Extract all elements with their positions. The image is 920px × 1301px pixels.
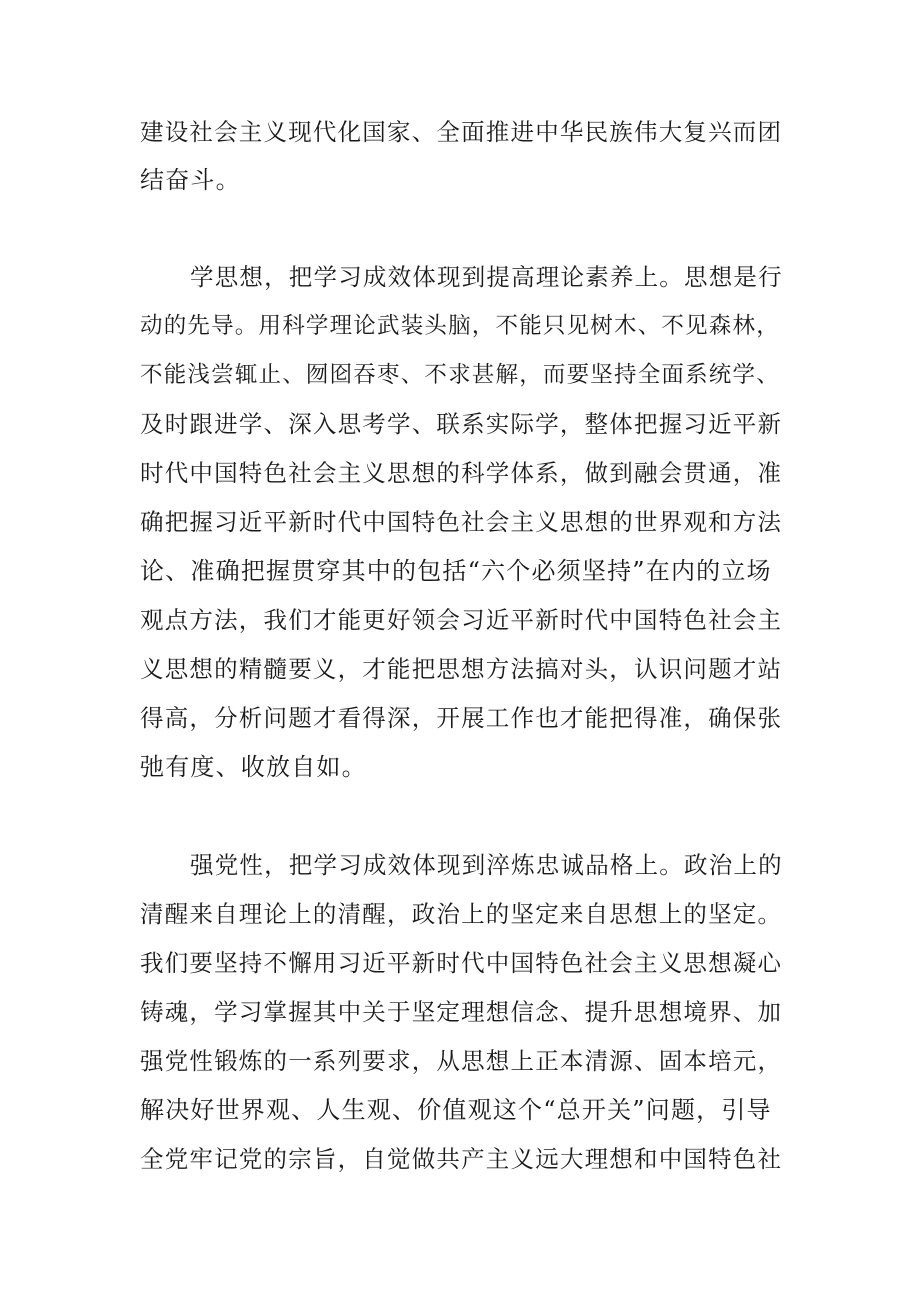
paragraph-heading-line: 强党性，把学习成效体现到淬炼忠诚品格上。政治上的 [190,851,783,879]
text-line: 我们要坚持不懈用习近平新时代中国特色社会主义思想凝心 [140,949,783,977]
text-line: 强党性锻炼的一系列要求，从思想上正本清源、固本培元， [140,1047,783,1075]
text-line: 清醒来自理论上的清醒，政治上的坚定来自思想上的坚定。 [140,900,783,928]
text-line: 动的先导。用科学理论武装头脑，不能只见树木、不见森林， [140,313,780,339]
text-line: 结奋斗。 [140,166,241,194]
text-line: 铸魂，学习掌握其中关于坚定理想信念、提升思想境界、加 [140,998,783,1026]
text-line: 时代中国特色社会主义思想的科学体系，做到融会贯通，准 [140,459,783,487]
text-line: 不能浅尝辄止、囫囵吞枣、不求甚解，而要坚持全面系统学、 [140,362,780,388]
text-line: 观点方法，我们才能更好领会习近平新时代中国特色社会主 [140,606,783,634]
text-line: 建设社会主义现代化国家、全面推进中华民族伟大复兴而团 [140,118,783,146]
text-line: 论、准确把握贯穿其中的包括“六个必须坚持”在内的立场 [140,557,772,585]
text-line: 确把握习近平新时代中国特色社会主义思想的世界观和方法 [140,508,783,536]
text-line: 义思想的精髓要义，才能把思想方法搞对头，认识问题才站 [140,655,783,683]
text-line: 弛有度、收放自如。 [140,753,367,781]
paragraph-heading-line: 学思想，把学习成效体现到提高理论素养上。思想是行 [190,263,783,291]
text-line: 及时跟进学、深入思考学、联系实际学，整体把握习近平新 [140,410,783,438]
text-line: 解决好世界观、人生观、价值观这个“总开关”问题，引导 [140,1096,772,1124]
text-line: 得高，分析问题才看得深，开展工作也才能把得准，确保张 [140,704,783,732]
text-line: 全党牢记党的宗旨，自觉做共产主义远大理想和中国特色社 [140,1145,783,1173]
